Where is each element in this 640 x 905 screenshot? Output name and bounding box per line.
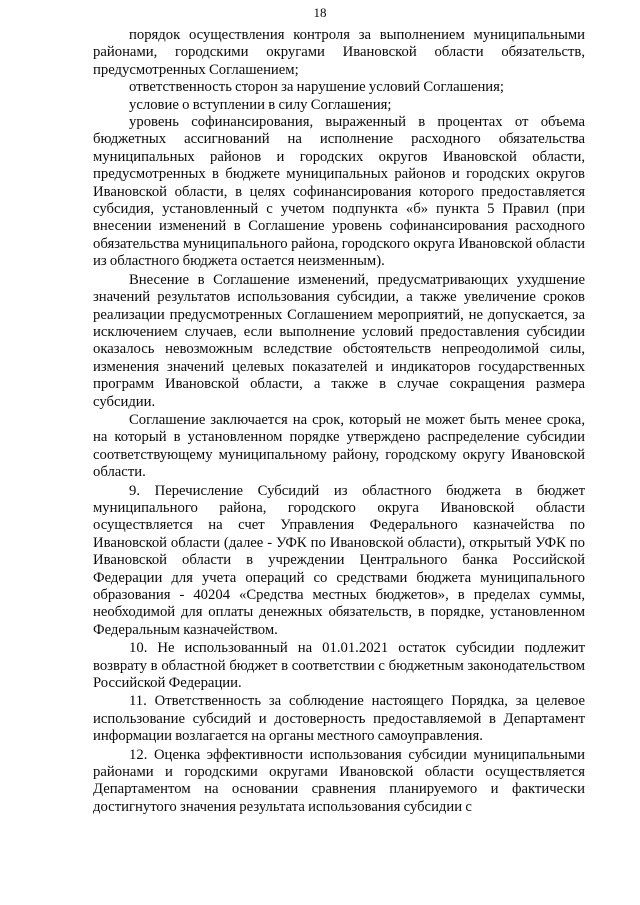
paragraph-cofinancing-level: уровень софинансирования, выраженный в процентах от объема бюджетных ассигнований на исполнение расходного обязательства муниципальных районов и городских округов Ивановской области, предусмотренных в бюджете муниципальных районов и городских округов Ивановской области, в целях софинансирования которого предоставляется субсидия, установленный с учетом подпункта «б» пункта 5 Правил (при внесении изменений в Соглашение уровень софинансирования расходного обязательства муниципального района, городского округа Ивановской области из областного бюджета остается неизменным).	[93, 114, 585, 270]
paragraph-entry-into-force: условие о вступлении в силу Соглашения;	[129, 96, 392, 113]
paragraph-agreement-changes: Внесение в Соглашение изменений, предусматривающих ухудшение значений результатов использования субсидии, а также увеличение сроков реализации предусмотренных Соглашением мероприятий, не допускается, за исключением случаев, если выполнение условий предоставления субсидии оказалось невозможным вследствие обстоятельств непреодолимой силы, изменения значений целевых показателей и индикаторов государственных программ Ивановской области, а также в случае сокращения размера субсидии.	[93, 271, 585, 410]
paragraph-item-9: 9. Перечисление Субсидий из областного бюджета в бюджет муниципального района, городского округа Ивановской области осуществляется на счет Управления Федерального казначейства по Ивановской области (далее - УФК по Ивановской области), открытый УФК по Ивановской области в учреждении Центрального банка Российской Федерации для учета операций со средствами бюджета муниципального образования - 40204 «Средства местных бюджетов», в пределах суммы, необходимой для оплаты денежных обязательств, в порядке, установленном Федеральным казначейством.	[93, 482, 585, 638]
paragraph-item-12: 12. Оценка эффективности использования субсидии муниципальными районами и городскими округами Ивановской области осуществляется Департаментом на основании сравнения планируемого и фактически достигнутого значения результата использования субсидии с	[93, 746, 585, 815]
page-number: 18	[313, 5, 327, 20]
paragraph-parties-liability: ответственность сторон за нарушение условий Соглашения;	[129, 79, 505, 96]
paragraph-item-11: 11. Ответственность за соблюдение настоящего Порядка, за целевое использование субсидий и достоверность предоставляемой в Департамент информации возлагается на органы местного самоуправления.	[93, 693, 585, 745]
paragraph-agreement-term: Соглашение заключается на срок, который не может быть менее срока, на который в установленном порядке утверждено распределение субсидии соответствующему муниципальному району, городскому округу Ивановской области.	[93, 411, 585, 481]
page-body	[93, 27, 585, 816]
paragraph-control-procedure: порядок осуществления контроля за выполнением муниципальными районами, городскими округами Ивановской области обязательств, предусмотренных Соглашением;	[93, 27, 585, 78]
paragraph-item-10: 10. Не использованный на 01.01.2021 остаток субсидии подлежит возврату в областной бюджет в соответствии с бюджетным законодательством Российской Федерации.	[93, 640, 585, 692]
